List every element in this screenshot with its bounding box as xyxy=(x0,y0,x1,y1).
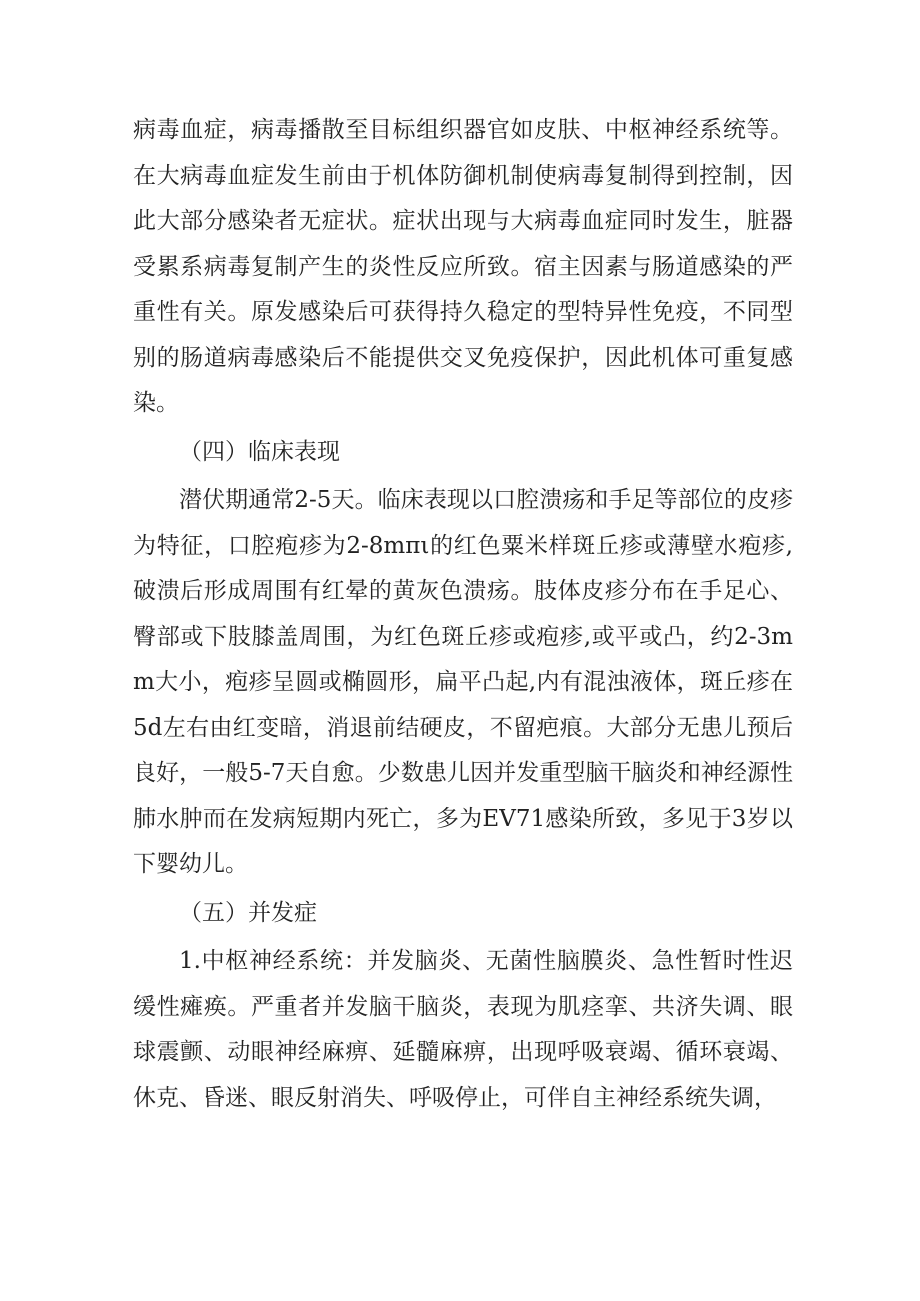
paragraph-cns-complications: 1.中枢神经系统：并发脑炎、无菌性脑膜炎、急性暂时性迟缓性瘫痪。严重者并发脑干脑炎，表现为肌痉挛、共济失调、眼球震颤、动眼神经麻痹、延髓麻痹，出现呼吸衰竭、循环衰竭、休克、昏迷、眼反射消失、呼吸停止，可伴自主神经系统失调， xyxy=(133,948,793,1111)
section-heading-complications: （五）并发症 xyxy=(179,899,317,926)
paragraph-clinical-manifestations: 潜伏期通常2-5天。临床表现以口腔溃疡和手足等部位的皮疹为特征，口腔疱疹为2-8mπι的红色粟米样斑丘疹或薄壁水疱疹,破溃后形成周围有红晕的黄灰色溃疡。肢体皮疹分布在手足心、臀部或下肢膝盖周围，为红色斑丘疹或疱疹,或平或凸，约2-3mm大小，疱疹呈圆或椭圆形，扁平凸起,内有混浊液体，斑丘疹在5d左右由红变暗，消退前结硬皮，不留疤痕。大部分无患儿预后良好，一般5-7天自愈。少数患儿因并发重型脑干脑炎和神经源性肺水肿而在发病短期内死亡，多为EV71感染所致，多见于3岁以下婴幼儿。 xyxy=(133,487,793,877)
document-body xyxy=(133,108,793,1121)
paragraph-pathogenesis-continuation: 病毒血症，病毒播散至目标组织器官如皮肤、中枢神经系统等。在大病毒血症发生前由于机体防御机制使病毒复制得到控制，因此大部分感染者无症状。症状出现与大病毒血症同时发生，脏器受累系病毒复制产生的炎性反应所致。宿主因素与肠道感染的严重性有关。原发感染后可获得持久稳定的型特异性免疫，不同型别的肠道病毒感染后不能提供交叉免疫保护，因此机体可重复感染。 xyxy=(133,117,793,416)
section-heading-clinical-manifestations: （四）临床表现 xyxy=(179,438,340,465)
